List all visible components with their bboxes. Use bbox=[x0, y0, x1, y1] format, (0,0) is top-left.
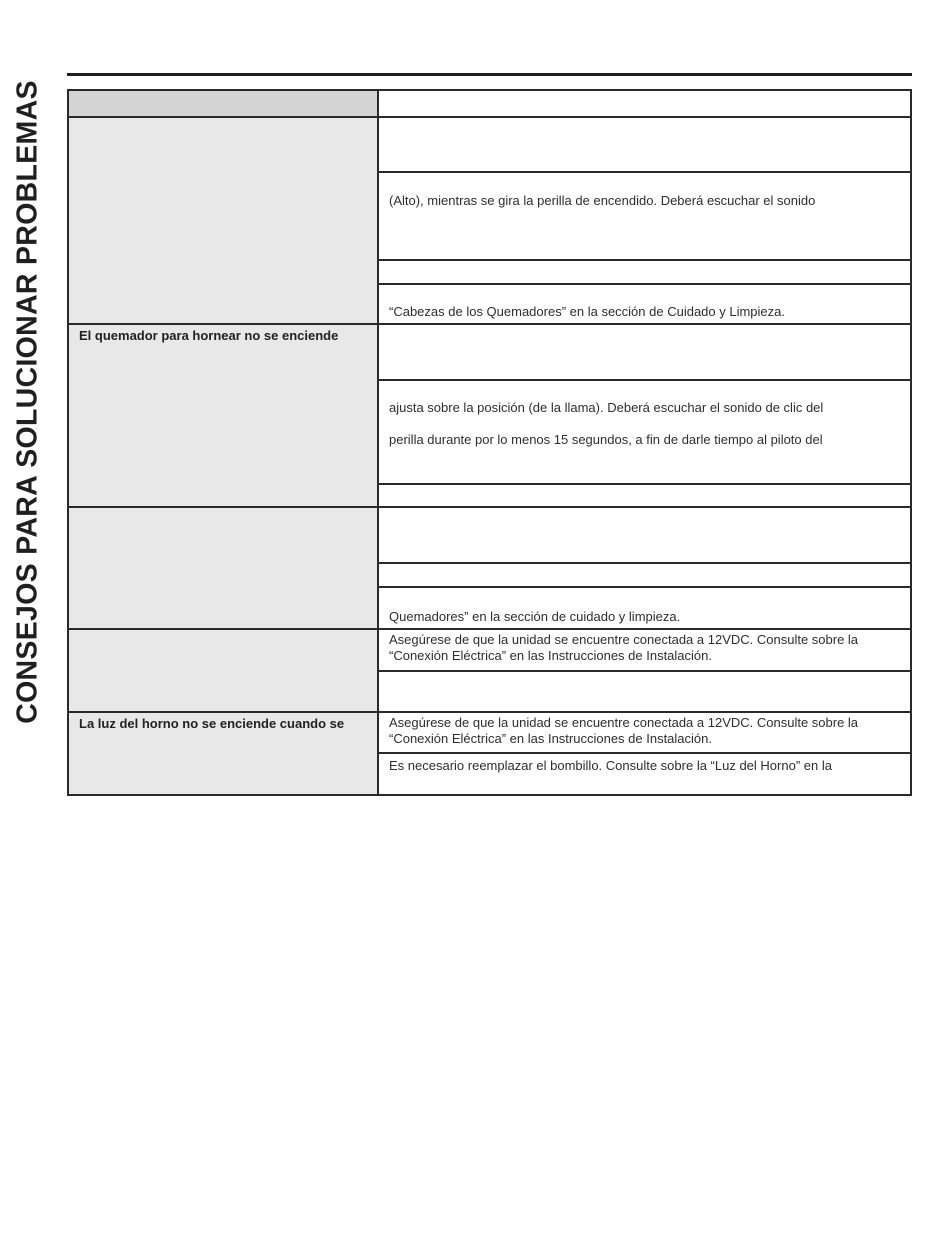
table-row-3-solution-2 bbox=[377, 562, 912, 588]
table-row-5-solution-2 bbox=[377, 752, 912, 796]
top-rule bbox=[67, 73, 912, 76]
solution-text-line: (Alto), mientras se gira la perilla de encendido. Deberá escuchar el sonido bbox=[389, 193, 816, 208]
solution-text: Asegúrese de que la unidad se encuentre conectada a 12VDC. Consulte sobre la “Conexión Eléctrica” en las Instrucciones de Instalación. bbox=[389, 715, 859, 746]
vertical-section-title bbox=[11, 38, 44, 766]
troubleshooting-table bbox=[67, 89, 912, 796]
solution-text-line: Quemadores” en la sección de cuidado y limpieza. bbox=[389, 609, 681, 624]
header-solution-cell bbox=[377, 89, 912, 118]
table-row-4-solution-1 bbox=[377, 628, 912, 672]
table-row-3-solution-1 bbox=[377, 506, 912, 564]
solution-text: Asegúrese de que la unidad se encuentre conectada a 12VDC. Consulte sobre la “Conexión Eléctrica” en las Instrucciones de Instalación. bbox=[389, 632, 859, 663]
table-row-2-solution-2 bbox=[377, 379, 912, 485]
table-row-5-problem bbox=[67, 711, 379, 796]
section-title-text: CONSEJOS PARA SOLUCIONAR PROBLEMAS bbox=[11, 80, 44, 724]
problem-text: El quemador para hornear no se enciende bbox=[79, 328, 339, 343]
solution-text-line: “Cabezas de los Quemadores” en la sección de Cuidado y Limpieza. bbox=[389, 304, 785, 319]
table-row-5-solution-1 bbox=[377, 711, 912, 754]
header-problem-cell bbox=[67, 89, 379, 118]
table-row-2-problem bbox=[67, 323, 379, 508]
table-row-3-solution-3 bbox=[377, 586, 912, 630]
table-row-4-solution-2 bbox=[377, 670, 912, 713]
table-row-1-problem bbox=[67, 116, 379, 325]
table-row-2-solution-3 bbox=[377, 483, 912, 508]
table-row-1-solution-3 bbox=[377, 259, 912, 285]
problem-text: La luz del horno no se enciende cuando se bbox=[79, 716, 345, 731]
solution-text-line: ajusta sobre la posición (de la llama). Deberá escuchar el sonido de clic del bbox=[389, 400, 824, 415]
table-row-1-solution-2 bbox=[377, 171, 912, 261]
table-row-1-solution-1 bbox=[377, 116, 912, 173]
table-row-1-solution-4 bbox=[377, 283, 912, 325]
table-row-2-solution-1 bbox=[377, 323, 912, 381]
table-row-3-problem bbox=[67, 506, 379, 630]
table-row-4-problem bbox=[67, 628, 379, 713]
solution-text-line: perilla durante por lo menos 15 segundos, a fin de darle tiempo al piloto del bbox=[389, 432, 823, 447]
solution-text: Es necesario reemplazar el bombillo. Consulte sobre la “Luz del Horno” en la bbox=[389, 758, 832, 773]
